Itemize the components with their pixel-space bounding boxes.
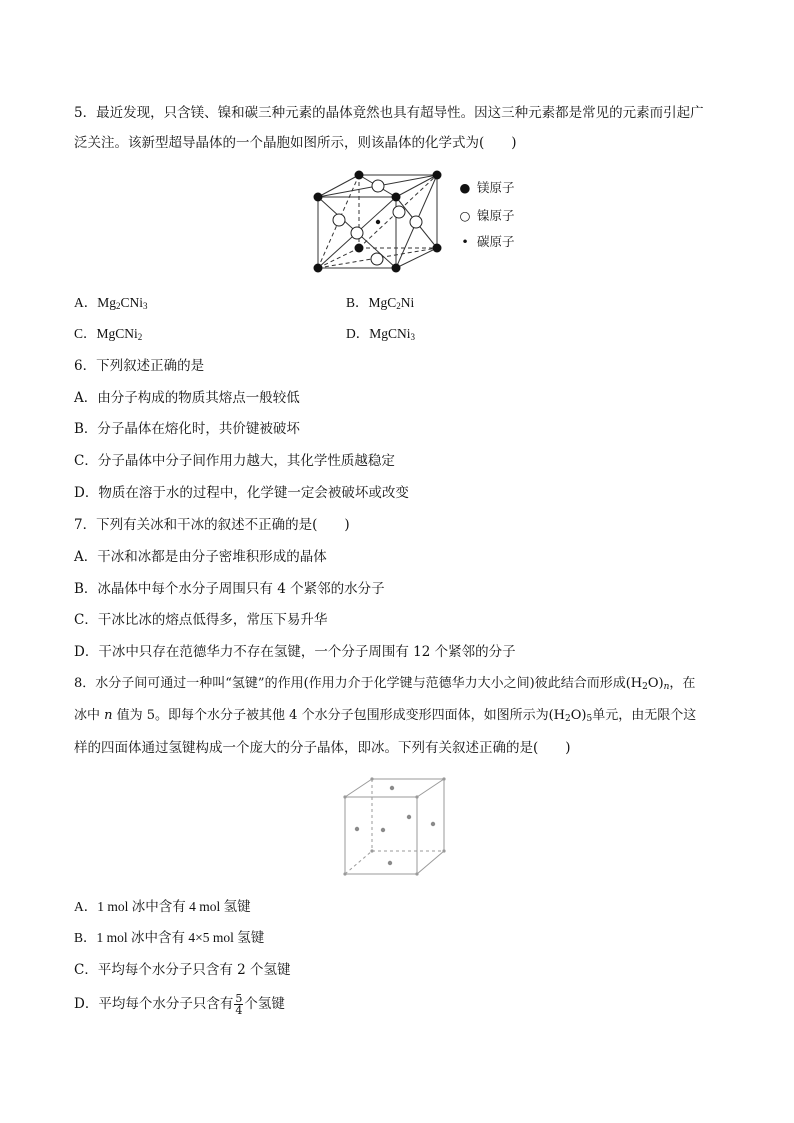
legend-mg-label: 镁原子 [477, 180, 515, 195]
q7-option-c: C．干冰比冰的熔点低得多，常压下易升华 [74, 612, 328, 628]
legend-c [458, 234, 515, 250]
q8-cube-figure [338, 774, 450, 880]
legend-ni-label: 镍原子 [477, 208, 515, 223]
dot-icon: • [461, 234, 469, 249]
legend-mg [458, 180, 515, 196]
q7-option-a: A．干冰和冰都是由分子密堆积形成的晶体 [74, 549, 327, 565]
q8-option-d: D．平均每个水分子只含有 $\frac{5}{4}$ 个氢键 [74, 992, 285, 1017]
q8-stem-line3: 样的四面体通过氢键构成一个庞大的分子晶体，即冰。下列有关叙述正确的是( ) [74, 740, 571, 756]
q6-option-c: C．分子晶体中分子间作用力越大，其化学性质越稳定 [74, 453, 395, 469]
q6-option-a: A．由分子构成的物质其熔点一般较低 [74, 390, 300, 406]
q7-option-d: D．干冰中只存在范德华力不存在氢键，一个分子周围有 12 个紧邻的分子 [74, 644, 516, 660]
q5-unit-cell-figure [309, 168, 469, 280]
q8-stem-line2: 冰中 n 值为 5。即每个水分子被其他 4 个水分子包围形成变形四面体，如图所示为$(H_2O)_5$单元，由无限个这 [74, 708, 697, 724]
q5-option-a: A．$Mg_2CNi_3$ [74, 295, 148, 311]
fraction-five-fourths: $\frac{5}{4}$ [235, 992, 243, 1017]
open-circle-icon: ○ [459, 208, 471, 223]
q7-option-b: B．冰晶体中每个水分子周围只有 4 个紧邻的水分子 [74, 581, 385, 597]
q5-stem-line1: 5．最近发现，只含镁、镍和碳三种元素的晶体竟然也具有超导性。因这三种元素都是常见的元素而引起广 [74, 105, 704, 121]
filled-circle-icon: ● [459, 180, 471, 195]
q7-stem: 7．下列有关冰和干冰的叙述不正确的是( ) [74, 517, 350, 533]
q8-option-c: C．平均每个水分子只含有 2 个氢键 [74, 962, 291, 978]
q6-option-d: D．物质在溶于水的过程中，化学键一定会被破坏或改变 [74, 485, 409, 501]
legend-ni [458, 208, 515, 224]
legend-c-label: 碳原子 [477, 234, 515, 249]
q6-stem: 6．下列叙述正确的是 [74, 358, 205, 374]
q5-option-d: D．MgCNi$_3$ [346, 326, 416, 342]
q8-stem-line1: 8．水分子间可通过一种叫“氢键”的作用(作用力介于化学键与范德华力大小之间)彼此结合而形成$(H_2O)_n$，在 [74, 676, 696, 692]
q8-option-b: B．1 mol 冰中含有 4×5 mol 氢键 [74, 930, 265, 945]
q6-option-b: B．分子晶体在熔化时，共价键被破坏 [74, 421, 300, 437]
q5-option-b: B．MgC$_2$Ni [346, 295, 415, 311]
q5-option-c: C．MgCNi$_2$ [74, 326, 143, 342]
q8-option-a: A．1 mol 冰中含有 4 mol 氢键 [74, 899, 251, 914]
q5-stem-line2: 泛关注。该新型超导晶体的一个晶胞如图所示，则该晶体的化学式为( ) [74, 135, 517, 151]
